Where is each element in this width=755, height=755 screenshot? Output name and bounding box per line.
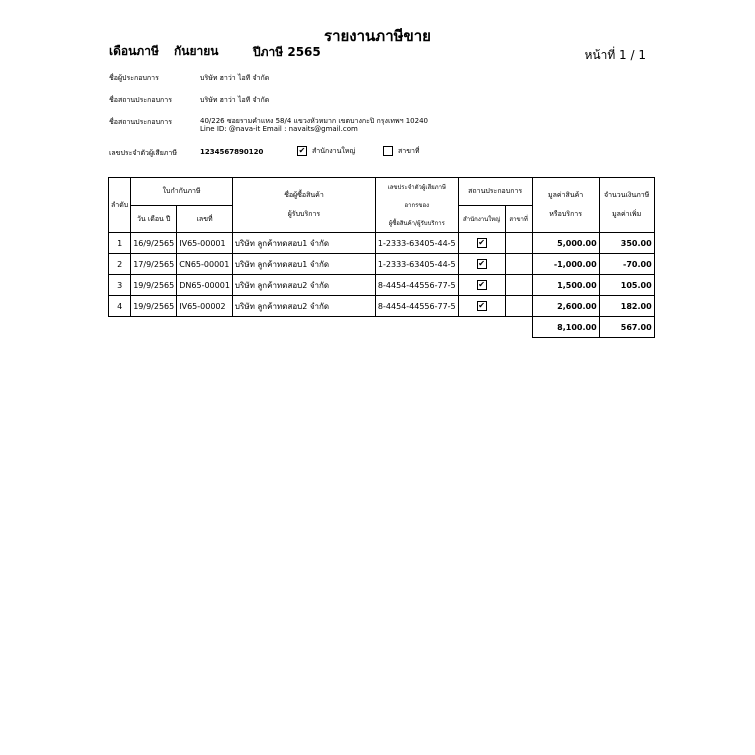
row-branch [505, 233, 532, 254]
check-icon: ✔ [478, 238, 485, 247]
customer-header-line2: ผู้รับบริการ [287, 210, 321, 218]
vat-header-line1: จำนวนเงินภาษี [603, 191, 650, 199]
row-customer: บริษัท ลูกค้าทดสอบ2 จำกัด [232, 275, 375, 296]
total-value: 8,100.00 [532, 317, 599, 338]
check-icon: ✔ [478, 280, 485, 289]
row-value: 1,500.00 [532, 275, 599, 296]
value-header-line1: มูลค่าสินค้า [548, 191, 584, 199]
operator-value: บริษัท ฮาว่า ไอที จำกัด [200, 74, 270, 82]
check-icon: ✔ [478, 259, 485, 268]
head-office-checkbox-icon: ✔ [298, 146, 306, 155]
row-head-office [458, 296, 505, 317]
table-row [109, 233, 655, 254]
row-number: IV65-00001 [177, 233, 233, 254]
row-customer: บริษัท ลูกค้าทดสอบ1 จำกัด [232, 233, 375, 254]
row-date: 19/9/2565 [131, 275, 177, 296]
row-date: 19/9/2565 [131, 296, 177, 317]
col-place-header: สถานประกอบการ [458, 178, 532, 206]
table-row [109, 296, 655, 317]
col-taxid-header [375, 178, 458, 233]
taxid-header-line3: ผู้ซื้อสินค้า/ผู้รับบริการ [388, 220, 445, 227]
row-taxid: 8-4454-44556-77-5 [375, 296, 458, 317]
establishment-value: บริษัท ฮาว่า ไอที จำกัด [200, 96, 270, 104]
col-no-header: ลำดับ [109, 178, 131, 233]
col-invoice-header: ใบกำกับภาษี [131, 178, 233, 206]
row-branch [505, 296, 532, 317]
taxid-header-line1: เลขประจำตัวผู้เสียภาษี [387, 184, 446, 191]
col-value-header [532, 178, 599, 233]
row-head-office [458, 233, 505, 254]
taxid-label: เลขประจำตัวผู้เสียภาษี [109, 149, 177, 157]
page-number: หน้าที่ 1 / 1 [584, 48, 646, 62]
address-label: ชื่อสถานประกอบการ [109, 118, 172, 126]
row-taxid: 1-2333-63405-44-5 [375, 254, 458, 275]
row-value: 5,000.00 [532, 233, 599, 254]
row-branch [505, 254, 532, 275]
table-row [109, 275, 655, 296]
row-customer: บริษัท ลูกค้าทดสอบ1 จำกัด [232, 254, 375, 275]
taxid-value: 1234567890120 [200, 148, 264, 156]
col-number-header: เลขที่ [177, 206, 233, 233]
branch-label: สาขาที่ [398, 147, 420, 155]
col-vat-header [599, 178, 654, 233]
row-vat: 105.00 [599, 275, 654, 296]
row-head-office [458, 275, 505, 296]
row-vat: -70.00 [599, 254, 654, 275]
row-number: CN65-00001 [177, 254, 233, 275]
row-no: 1 [109, 233, 131, 254]
branch-checkbox-icon [383, 146, 393, 156]
col-branch-header: สาขาที่ [505, 206, 532, 233]
branch-option [383, 146, 420, 157]
col-head-office-header: สำนักงานใหญ่ [458, 206, 505, 233]
row-date: 17/9/2565 [131, 254, 177, 275]
row-customer: บริษัท ลูกค้าทดสอบ2 จำกัด [232, 296, 375, 317]
total-vat: 567.00 [599, 317, 654, 338]
total-row [109, 317, 655, 338]
row-no: 2 [109, 254, 131, 275]
col-date-header: วัน เดือน ปี [131, 206, 177, 233]
row-branch [505, 275, 532, 296]
row-vat: 350.00 [599, 233, 654, 254]
establishment-label: ชื่อสถานประกอบการ [109, 96, 172, 104]
row-number: IV65-00002 [177, 296, 233, 317]
report-title: รายงานภาษีขาย [324, 27, 431, 45]
head-office-option [297, 146, 355, 157]
tax-month-value: กันยายน [174, 44, 219, 58]
tax-year: ปีภาษี 2565 [253, 45, 321, 59]
row-no: 3 [109, 275, 131, 296]
row-value: -1,000.00 [532, 254, 599, 275]
address-value: 40/226 ซอยรามคำแหง 58/4 แขวงหัวหมาก เขตบางกะปิ กรุงเทพฯ 10240 [200, 117, 428, 125]
vat-header-line2: มูลค่าเพิ่ม [612, 210, 642, 218]
table-row [109, 254, 655, 275]
row-no: 4 [109, 296, 131, 317]
check-icon: ✔ [478, 301, 485, 310]
value-header-line2: หรือบริการ [549, 210, 582, 218]
operator-label: ชื่อผู้ประกอบการ [109, 74, 159, 82]
contact-value: Line ID: @nava-it Email : navaits@gmail.com [200, 125, 358, 133]
row-taxid: 1-2333-63405-44-5 [375, 233, 458, 254]
col-customer-header [232, 178, 375, 233]
row-value: 2,600.00 [532, 296, 599, 317]
row-number: DN65-00001 [177, 275, 233, 296]
taxid-header-line2: อากรของ [404, 202, 430, 209]
row-date: 16/9/2565 [131, 233, 177, 254]
customer-header-line1: ชื่อผู้ซื้อสินค้า [284, 191, 324, 199]
sales-tax-table [108, 177, 655, 338]
head-office-label: สำนักงานใหญ่ [312, 147, 356, 155]
row-taxid: 8-4454-44556-77-5 [375, 275, 458, 296]
tax-month-label: เดือนภาษี [109, 44, 159, 58]
row-head-office [458, 254, 505, 275]
row-vat: 182.00 [599, 296, 654, 317]
